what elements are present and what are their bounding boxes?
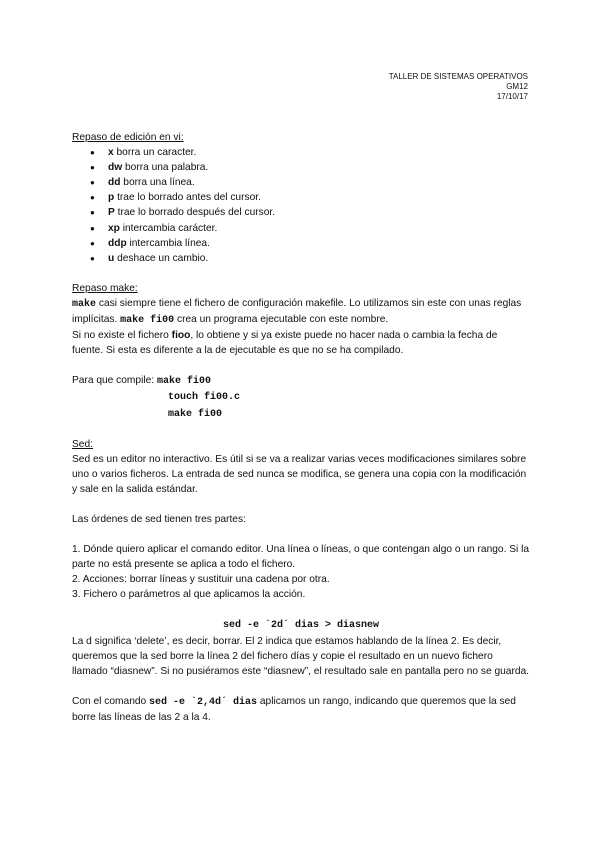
vi-key: xp bbox=[108, 222, 120, 234]
vi-key: p bbox=[108, 192, 115, 204]
sed-command-example bbox=[72, 617, 530, 633]
inline-code: sed -e `2,4d´ dias bbox=[149, 696, 258, 708]
list-item bbox=[108, 190, 530, 205]
vi-desc: intercambia carácter. bbox=[119, 222, 218, 234]
list-item bbox=[108, 145, 530, 160]
paragraph-text: casi siempre tiene el fichero de configuración makefile. Lo utilizamos sin este con unas reglas implícitas. bbox=[72, 297, 522, 326]
compile-label: Para que compile: bbox=[72, 375, 157, 387]
make-paragraph-1 bbox=[72, 296, 530, 328]
inline-code: make bbox=[72, 298, 97, 310]
vi-key: ddp bbox=[108, 237, 127, 249]
inline-code: sed -e `2d´ dias > diasnew bbox=[222, 620, 380, 632]
paragraph-text: , lo obtiene y si ya existe puede no hacer nada o cambia la fecha de fuente. Si esta es diferente a la de ejecutable es que no se ha compilado. bbox=[72, 330, 498, 357]
vi-key: dd bbox=[108, 177, 121, 189]
document-header bbox=[389, 72, 528, 102]
vi-desc: intercambia línea. bbox=[126, 237, 210, 249]
vi-command-list bbox=[72, 145, 530, 266]
list-item bbox=[108, 175, 530, 190]
compile-commands bbox=[72, 373, 530, 421]
vi-desc: borra una línea. bbox=[120, 177, 195, 189]
paragraph-text: Si no existe el fichero bbox=[72, 330, 172, 342]
list-item bbox=[108, 160, 530, 175]
header-group: GM12 bbox=[506, 82, 528, 91]
paragraph-text: crea un programa ejecutable con este nombre. bbox=[174, 314, 389, 326]
sed-part-3: 3. Fichero o parámetros al que aplicamos la acción. bbox=[72, 589, 306, 601]
vi-desc: trae lo borrado después del cursor. bbox=[114, 207, 276, 219]
list-item bbox=[108, 251, 530, 266]
inline-code: touch fi00.c bbox=[168, 392, 241, 404]
compile-line-3 bbox=[72, 406, 530, 422]
inline-code: make fi00 bbox=[120, 315, 175, 327]
sed-part-2: 2. Acciones: borrar líneas y sustituir una cadena por otra. bbox=[72, 574, 330, 586]
list-item bbox=[108, 236, 530, 251]
paragraph-text: aplicamos un rango, indicando que queremos que la sed borre las líneas de las 2 a la 4. bbox=[72, 695, 516, 723]
paragraph-text: Con el comando bbox=[72, 695, 150, 707]
sed-explanation: La d significa ‘delete’, es decir, borrar. El 2 indica que estamos hablando de la línea 2. Es decir, queremos que la sed borre la línea 2 del fichero días y copie el resultado en un nuevo fichero llamado “diasnew”. Si no pusiéramos este “diasnew”, el resultado sale en pantalla pero no se guarda. bbox=[72, 635, 529, 677]
list-item bbox=[108, 205, 530, 220]
vi-desc: borra una palabra. bbox=[122, 162, 209, 174]
compile-line-2 bbox=[72, 389, 530, 405]
compile-line-1 bbox=[72, 373, 530, 389]
bold-term: fioo bbox=[171, 330, 191, 342]
inline-code: make fi00 bbox=[156, 376, 211, 388]
sed-range-paragraph bbox=[72, 694, 530, 725]
vi-key: dw bbox=[108, 162, 123, 174]
vi-key: u bbox=[108, 252, 115, 264]
make-section-title: Repaso make: bbox=[72, 282, 138, 294]
vi-desc: trae lo borrado antes del cursor. bbox=[114, 192, 261, 204]
vi-desc: borra un caracter. bbox=[113, 147, 197, 159]
list-item bbox=[108, 221, 530, 236]
vi-key: P bbox=[108, 207, 115, 219]
header-date: 17/10/17 bbox=[496, 92, 528, 101]
header-course: TALLER DE SISTEMAS OPERATIVOS bbox=[388, 72, 528, 81]
sed-intro: Sed es un editor no interactivo. Es útil si se va a realizar varias veces modificaciones similares sobre uno o varios ficheros. La entrada de sed nunca se modifica, se genera una copia con la modificación y sale en la salida estándar. bbox=[72, 453, 527, 495]
sed-part-1: 1. Dónde quiero aplicar el comando editor. Una línea o líneas, o que contengan algo o un rango. Si la parte no está presente se aplica a todo el fichero. bbox=[72, 544, 530, 571]
inline-code: make fi00 bbox=[168, 408, 223, 420]
document-body bbox=[72, 130, 530, 725]
vi-desc: deshace un cambio. bbox=[114, 252, 209, 264]
make-paragraph-2 bbox=[72, 328, 530, 358]
sed-parts-intro: Las órdenes de sed tienen tres partes: bbox=[72, 513, 246, 525]
vi-key: x bbox=[108, 147, 114, 159]
vi-section-title: Repaso de edición en vi: bbox=[72, 132, 184, 143]
sed-section-title: Sed: bbox=[72, 438, 93, 450]
